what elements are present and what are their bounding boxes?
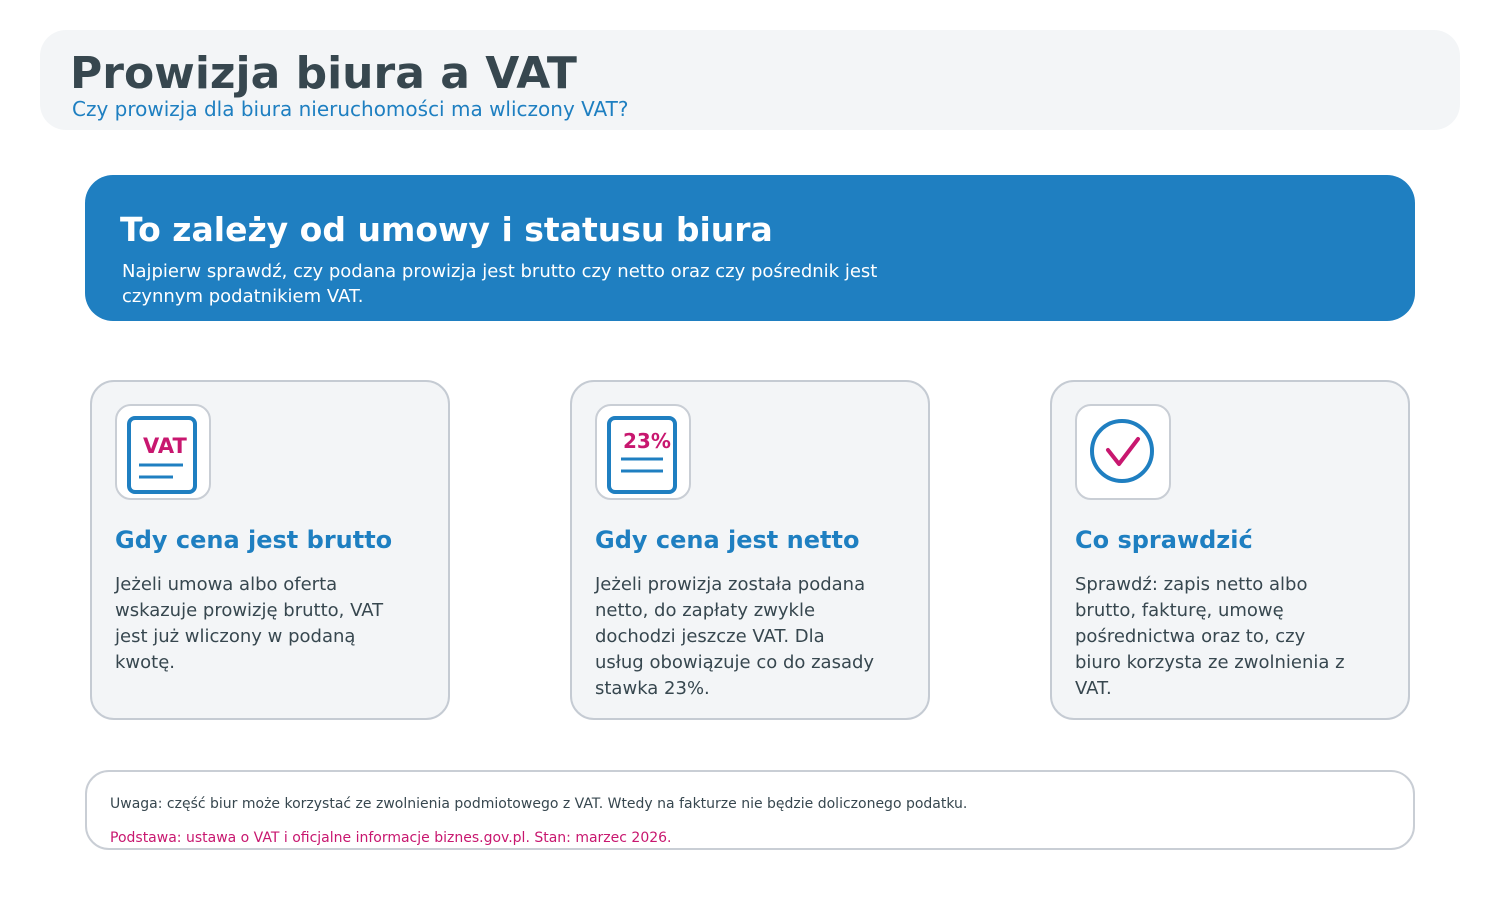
header [40,30,1460,130]
banner-heading: To zależy od umowy i statusu biura [120,210,773,249]
source-note: Podstawa: ustawa o VAT i oficjalne informacje biznes.gov.pl. Stan: marzec 2026. [110,830,672,846]
card-text: Jeżeli prowizja została podana netto, do zapłaty zwykle dochodzi jeszcze VAT. Dla usług obowiązuje co do zasady stawka 23%. [595,574,875,699]
warning-note: Uwaga: część biur może korzystać ze zwolnienia podmiotowego z VAT. Wtedy na fakturze nie będzie doliczonego podatku. [110,796,968,812]
percent-label: 23% [623,429,671,453]
banner-text: Najpierw sprawdź, czy podana prowizja jest brutto czy netto oraz czy pośrednik jest czynnym podatnikiem VAT. [122,261,878,307]
check-circle-icon [1075,404,1171,500]
card-title: Gdy cena jest netto [595,526,860,554]
percent-document-icon [595,404,691,500]
vat-document-icon [115,404,211,500]
card-text: Jeżeli umowa albo oferta wskazuje prowizję brutto, VAT jest już wliczony w podaną kwotę. [115,574,384,673]
card-brutto [90,380,450,720]
footer-note [85,770,1415,850]
card-text: Sprawdź: zapis netto albo brutto, fakturę, umowę pośrednictwa oraz to, czy biuro korzysta ze zwolnienia z VAT. [1075,574,1345,699]
card-title: Co sprawdzić [1075,526,1253,554]
vat-label: VAT [143,434,187,458]
page-subtitle: Czy prowizja dla biura nieruchomości ma wliczony VAT? [72,97,629,121]
page-title: Prowizja biura a VAT [70,48,577,99]
card-checklist [1050,380,1410,720]
card-title: Gdy cena jest brutto [115,526,393,554]
summary-banner [85,175,1415,321]
card-netto [570,380,930,720]
